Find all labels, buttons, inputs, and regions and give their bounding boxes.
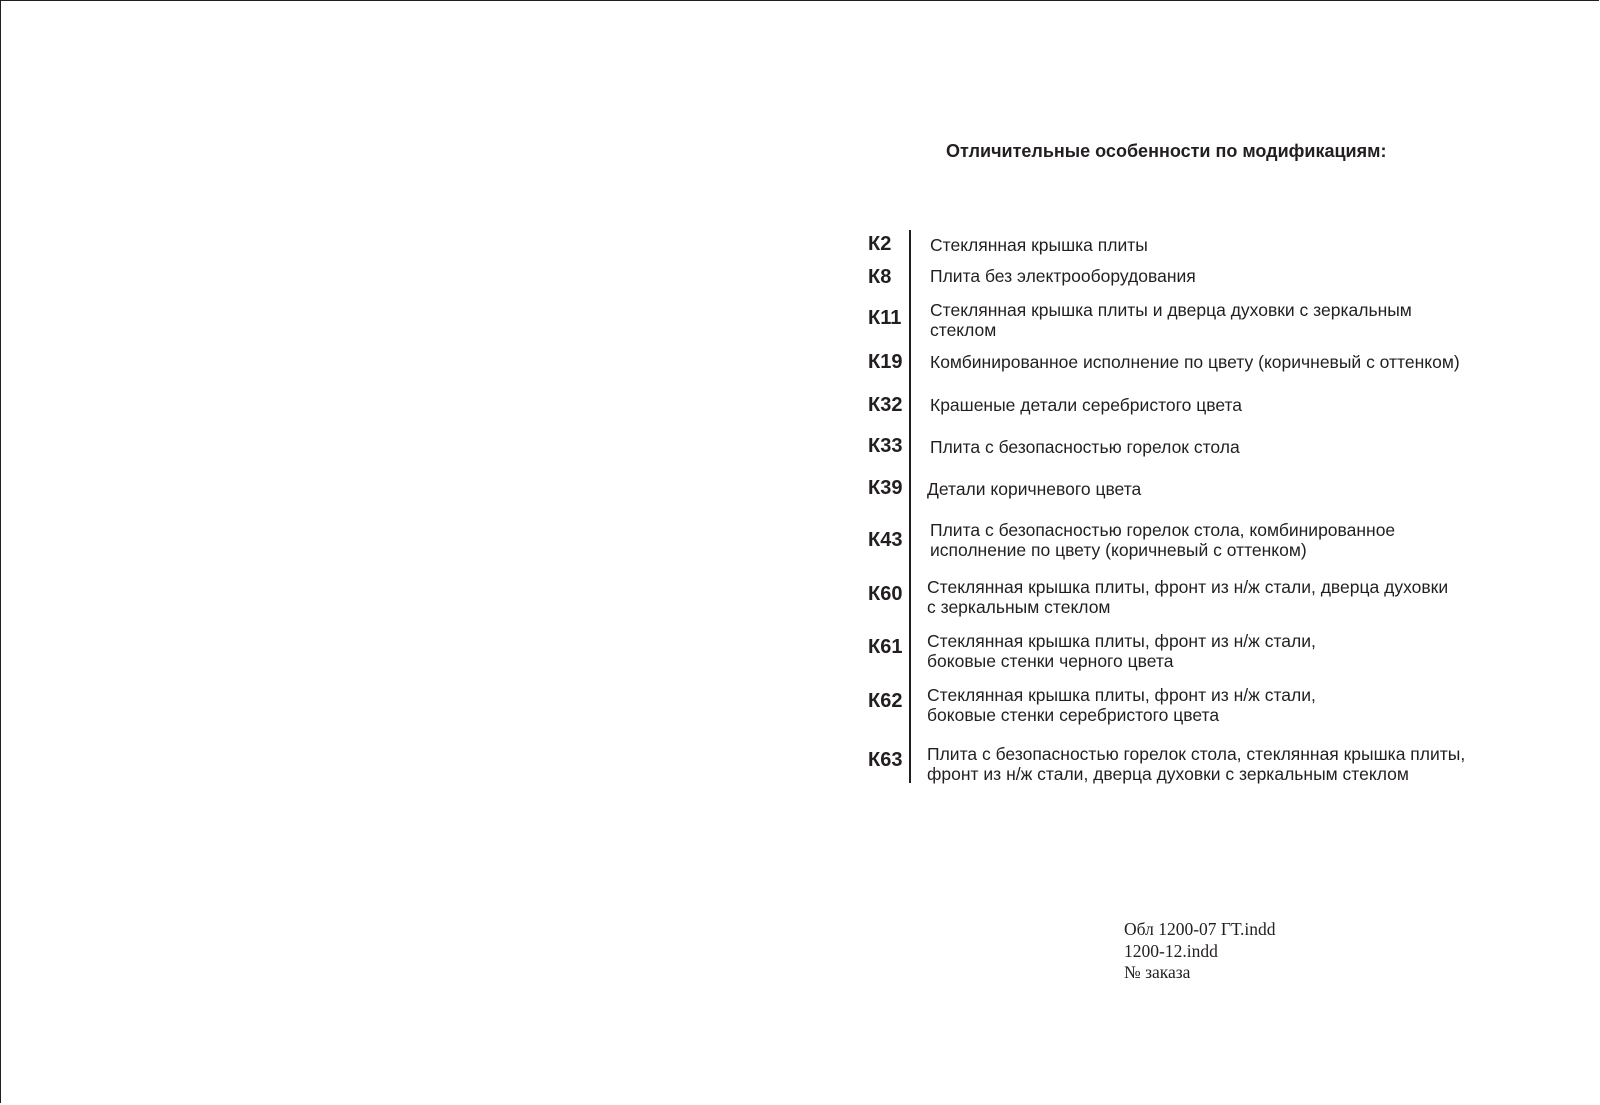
slug-line-cover-file: Обл 1200-07 ГТ.indd [1124, 919, 1276, 939]
modification-code-k19: К19 [868, 351, 903, 373]
modification-description-k43: Плита с безопасностью горелок стола, комбинированное исполнение по цвету (коричневый с оттенком) [930, 520, 1396, 560]
modification-code-k39: К39 [868, 477, 903, 499]
modification-code-k32: К32 [868, 394, 903, 416]
modification-code-k33: К33 [868, 435, 903, 457]
slug-line-inner-file: 1200-12.indd [1124, 940, 1218, 961]
modification-description-k32: Крашеные детали серебристого цвета [930, 395, 1243, 415]
modification-description-k39: Детали коричневого цвета [927, 479, 1142, 499]
modification-code-k11: К11 [868, 307, 902, 329]
modification-description-k61: Стеклянная крышка плиты, фронт из н/ж стали, боковые стенки черного цвета [927, 631, 1316, 671]
slug-line-order-number: № заказа [1124, 962, 1191, 982]
modification-description-k60: Стеклянная крышка плиты, фронт из н/ж стали, дверца духовки с зеркальным стеклом [927, 577, 1449, 617]
modification-code-k8: К8 [868, 266, 892, 288]
modifications-list [1, 1, 1600, 1105]
modification-description-k63: Плита с безопасностью горелок стола, стеклянная крышка плиты, фронт из н/ж стали, дверца духовки с зеркальным стеклом [927, 744, 1466, 784]
modification-code-k63: К63 [868, 749, 903, 771]
modification-description-k19: Комбинированное исполнение по цвету (коричневый с оттенком) [930, 352, 1460, 372]
modification-description-k62: Стеклянная крышка плиты, фронт из н/ж стали, боковые стенки серебристого цвета [927, 685, 1316, 725]
modification-description-k8: Плита без электрооборудования [930, 266, 1196, 286]
modification-code-k2: К2 [868, 233, 892, 255]
modification-description-k33: Плита с безопасностью горелок стола [930, 437, 1240, 457]
modification-code-k43: К43 [868, 529, 903, 551]
modification-description-k2: Стеклянная крышка плиты [930, 235, 1148, 255]
modification-description-k11: Стеклянная крышка плиты и дверца духовки с зеркальным стеклом [930, 300, 1412, 340]
modification-code-k61: К61 [868, 636, 903, 658]
modification-code-k60: К60 [868, 583, 903, 605]
divider-line [909, 230, 911, 783]
print-slug [1124, 919, 1275, 984]
page-heading: Отличительные особенности по модификациям: [946, 141, 1387, 161]
modification-code-k62: К62 [868, 690, 903, 712]
